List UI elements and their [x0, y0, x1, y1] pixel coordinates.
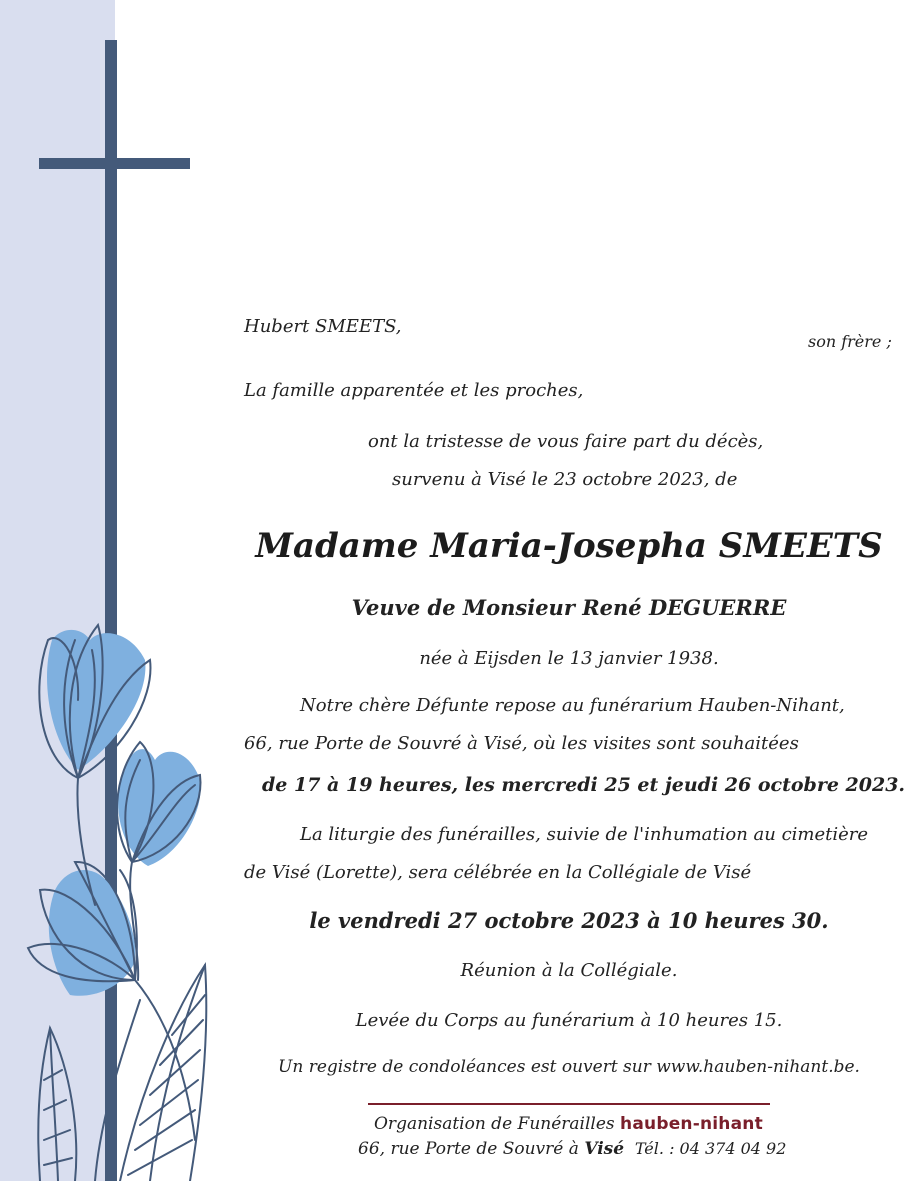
family-line: La famille apparentée et les proches, [244, 380, 584, 401]
footer-address-prefix: 66, rue Porte de Souvré à [358, 1139, 579, 1159]
register-line: Un registre de condoléances est ouvert sur www.hauben-nihant.be. [278, 1057, 860, 1077]
announcement-line-1: ont la tristesse de vous faire part du décès, [368, 431, 764, 452]
visitation-hours: de 17 à 19 heures, les mercredi 25 et jeudi 26 octobre 2023. [262, 774, 906, 796]
footer-divider [368, 1103, 770, 1105]
footer-organisation [374, 1114, 763, 1134]
footer-org-prefix: Organisation de Funérailles [374, 1114, 615, 1134]
visitation-line-2: 66, rue Porte de Souvré à Visé, où les visites sont souhaitées [244, 733, 799, 754]
spouse-line: Veuve de Monsieur René DEGUERRE [351, 595, 787, 620]
tulip-flowers-decoration [0, 0, 230, 1181]
liturgy-line-2: de Visé (Lorette), sera célébrée en la Collégiale de Visé [244, 862, 752, 883]
departure-line: Levée du Corps au funérarium à 10 heures 15. [355, 1010, 783, 1031]
visitation-line-1: Notre chère Défunte repose au funérarium Hauben-Nihant, [300, 695, 845, 716]
funeral-date: le vendredi 27 octobre 2023 à 10 heures 30. [309, 908, 829, 933]
family-member-relation: son frère ; [808, 332, 892, 351]
footer-address-city: Visé [584, 1139, 625, 1159]
family-member-name: Hubert SMEETS, [244, 316, 402, 337]
announcement-line-2: survenu à Visé le 23 octobre 2023, de [392, 469, 738, 490]
birth-line: née à Eijsden le 13 janvier 1938. [419, 648, 719, 669]
meeting-line: Réunion à la Collégiale. [460, 960, 678, 981]
liturgy-line-1: La liturgie des funérailles, suivie de l'inhumation au cimetière [300, 824, 869, 845]
footer-phone: Tél. : 04 374 04 92 [634, 1139, 787, 1158]
brand-logo: hauben-nihant [620, 1114, 763, 1134]
latin-cross-icon [39, 40, 190, 1181]
footer-address [358, 1139, 786, 1159]
deceased-name: Madame Maria-Josepha SMEETS [255, 526, 883, 566]
